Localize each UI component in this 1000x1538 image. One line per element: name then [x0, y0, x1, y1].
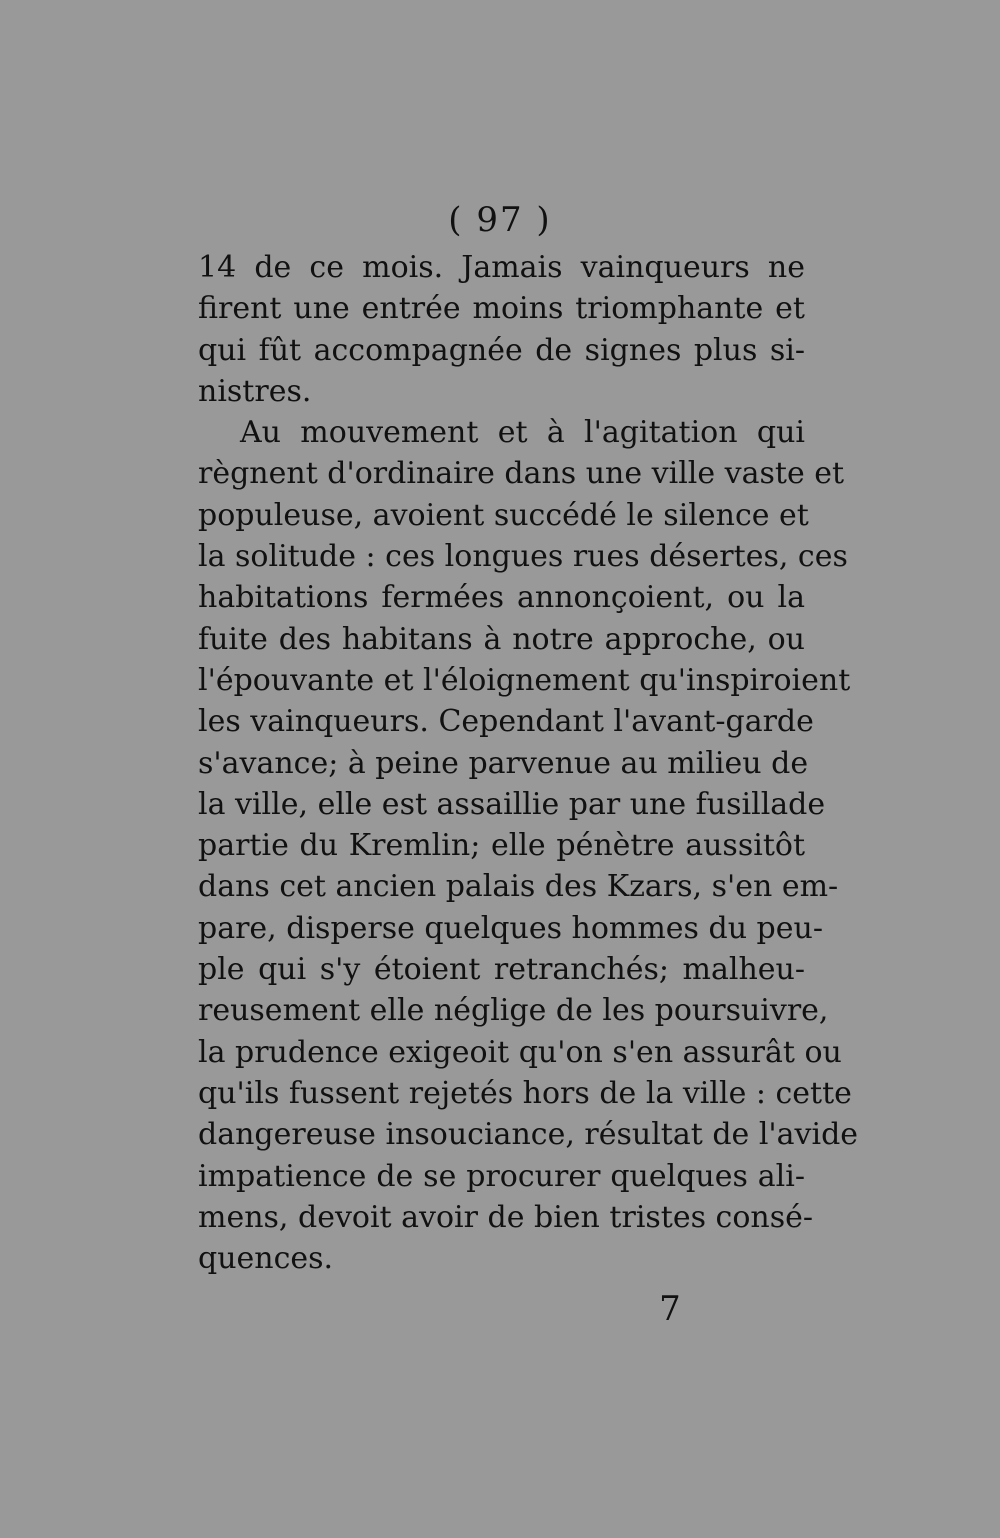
text-line: ple qui s'y étoient retranchés; malheu- [198, 952, 805, 988]
body-text [198, 247, 859, 1279]
page-number: ( 97 ) [448, 200, 552, 240]
text-line: partie du Kremlin; elle pénètre aussitôt [198, 828, 805, 864]
text-line: fuite des habitans à notre approche, ou [198, 621, 805, 657]
text-line: populeuse, avoient succédé le silence et [198, 497, 809, 533]
text-line: quences. [198, 1241, 334, 1277]
text-line: Au mouvement et à l'agitation qui [240, 415, 805, 451]
text-line: règnent d'ordinaire dans une ville vaste et [198, 456, 845, 492]
text-line: les vainqueurs. Cependant l'avant-garde [198, 704, 814, 740]
text-line: pare, disperse quelques hommes du peu- [198, 910, 823, 946]
text-line: habitations fermées annonçoient, ou la [198, 580, 805, 616]
signature-mark: 7 [659, 1289, 681, 1329]
text-line: la ville, elle est assaillie par une fusillade [198, 786, 826, 822]
text-line: firent une entrée moins triomphante et [198, 291, 805, 327]
text-line: mens, devoit avoir de bien tristes consé- [198, 1199, 814, 1235]
text-line: l'épouvante et l'éloignement qu'inspiroient [198, 662, 851, 698]
text-line: la solitude : ces longues rues désertes, ces [198, 539, 848, 575]
text-line: impatience de se procurer quelques ali- [198, 1158, 805, 1194]
text-line: reusement elle néglige de les poursuivre, [198, 993, 829, 1029]
text-line: nistres. [198, 373, 312, 409]
text-line: dans cet ancien palais des Kzars, s'en em- [198, 869, 839, 905]
text-line: dangereuse insouciance, résultat de l'avide [198, 1117, 859, 1153]
text-line: 14 de ce mois. Jamais vainqueurs ne [198, 250, 805, 285]
text-line: qu'ils fussent rejetés hors de la ville : cette [198, 1075, 852, 1111]
text-line: la prudence exigeoit qu'on s'en assurât ou [198, 1034, 842, 1070]
text-line: s'avance; à peine parvenue au milieu de [198, 745, 809, 781]
text-line: qui fût accompagnée de signes plus si- [198, 332, 805, 368]
